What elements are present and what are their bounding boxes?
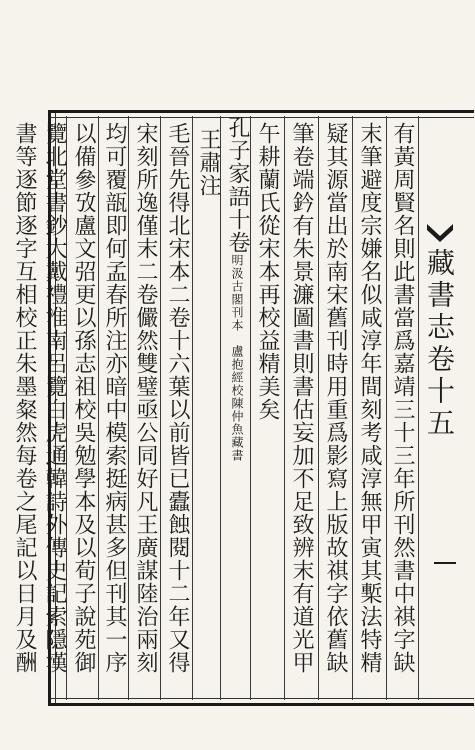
text-column-2: 末筆避度宗嫌名似咸淳年間刻考咸淳無甲寅其槧法特精 (357, 122, 382, 674)
column-rule (98, 116, 99, 700)
text-column-3: 疑其源當出於南宋舊刊時用重爲影寫上版故祺字依舊缺 (323, 122, 348, 674)
text-column-8: 毛晉先得北宋本二卷十六葉以前皆已蠹蝕閱十二年又得 (165, 122, 190, 674)
text-column-1: 有黃周賢名則此書當爲嘉靖三十三年所刊然書中祺字缺 (390, 122, 415, 674)
work-title: 孔子家語十卷 (225, 116, 250, 254)
text-column-10: 均可覆瓿即何孟春所注亦暗中模索挺病甚多但刊其一序 (102, 122, 127, 674)
column-rule (352, 116, 353, 700)
column-rule (192, 116, 193, 700)
text-column-6 (223, 116, 251, 462)
text-column-11: 以備參攷盧文弨更以孫志祖校吳勉學本及以荀子說苑御 (71, 122, 96, 674)
column-rule (418, 116, 419, 700)
page-number (434, 562, 456, 564)
fishtail-mark-icon (425, 222, 455, 242)
text-column-4: 筆卷端鈐有朱景濂圖書則書估妄加不足致辨末有道光甲 (289, 122, 314, 674)
column-rule (220, 116, 221, 700)
frame-inner-top (51, 117, 474, 118)
text-column-7: 王肅注 (196, 128, 221, 197)
column-rule (128, 116, 129, 700)
column-rule (386, 116, 387, 700)
text-column-13: 書等逐節逐字互相校正朱墨粲然每卷之尾記以日月及酬 (12, 122, 37, 674)
column-rule (160, 116, 161, 700)
volume-title: 藏書志卷十五 (423, 248, 456, 440)
column-rule (284, 116, 285, 700)
text-column-12: 覽北堂書鈔大戴禮淮南呂覽白虎通韓詩外傳史記索隱漢 (42, 122, 67, 674)
frame-inner-bottom (51, 698, 474, 699)
column-rule (318, 116, 319, 700)
text-column-5: 午耕蘭氏從宋本再校益精美矣 (255, 122, 280, 421)
text-column-9: 宋刻所逸僅末二卷儼然雙璧亟公同好凡王廣謀陸治兩刻 (133, 122, 158, 674)
edition-note: 明汲古閣刊本 盧抱經校陳仲魚藏書 (230, 254, 244, 462)
